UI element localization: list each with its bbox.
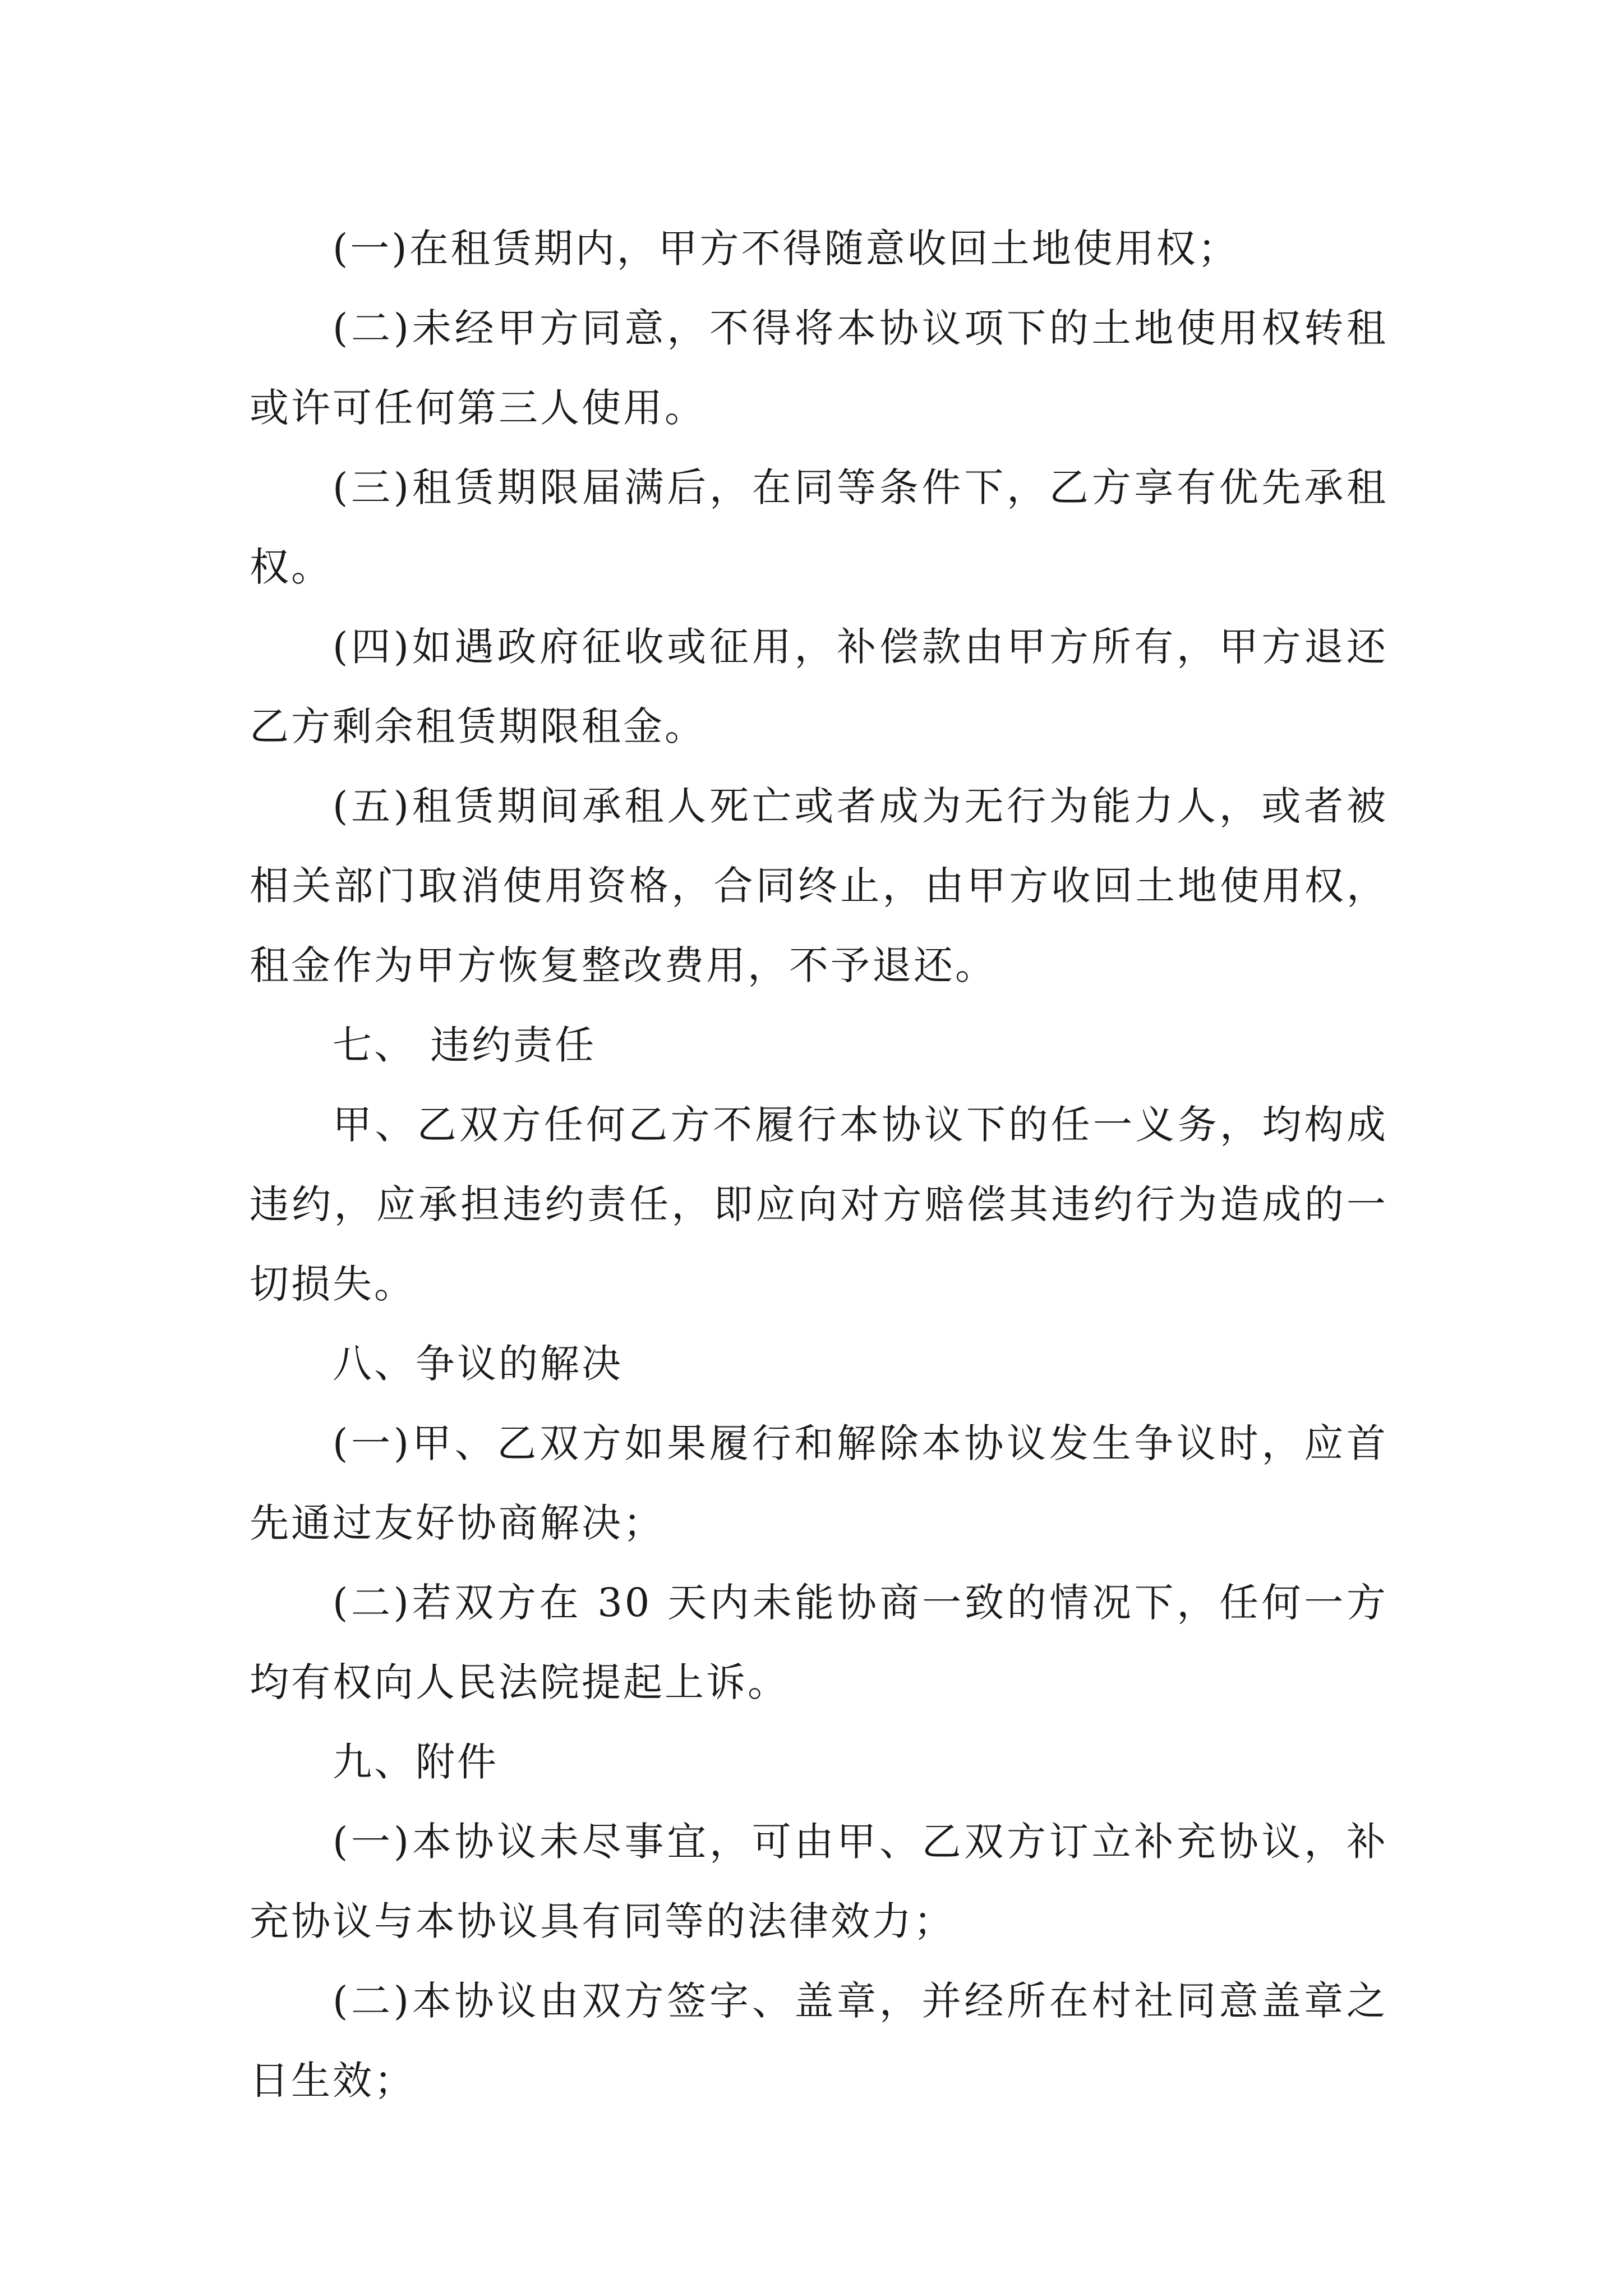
section-heading-dispute-resolution: 八、争议的解决 [333,1341,623,1387]
clause-1-no-early-recovery: (一)在租赁期内，甲方不得随意收回土地使用权； [333,226,1239,272]
breach-liability-text: 甲、乙双方任何乙方不履行本协议下的任一义务，均构成违约，应承担违约责任，即应向对方赔偿其违约行为造成的一切损失。 [250,1102,1388,1307]
dispute-clause-2-litigation: (二)若双方在 30 天内未能协商一致的情况下，任何一方均有权向人民法院提起上诉。 [250,1580,1388,1705]
appendix-clause-1-supplement: (一)本协议未尽事宜，可由甲、乙双方订立补充协议，补充协议与本协议具有同等的法律效力； [250,1819,1388,1944]
dispute-clause-1-negotiation: (一)甲、乙双方如果履行和解除本协议发生争议时，应首先通过友好协商解决； [250,1420,1388,1546]
appendix-clause-2-effective-date: (二)本协议由双方签字、盖章，并经所在村社同意盖章之日生效； [250,1978,1388,2104]
document-body [250,209,1388,2120]
section-heading-appendix: 九、附件 [333,1739,499,1785]
clause-5-contract-termination: (五)租赁期间承租人死亡或者成为无行为能力人，或者被相关部门取消使用资格，合同终止，由甲方收回土地使用权，租金作为甲方恢复整改费用，不予退还。 [250,783,1388,988]
clause-4-government-expropriation: (四)如遇政府征收或征用，补偿款由甲方所有，甲方退还乙方剩余租赁期限租金。 [250,624,1388,749]
clause-2-no-sublease: (二)未经甲方同意，不得将本协议项下的土地使用权转租或许可任何第三人使用。 [250,305,1388,431]
clause-3-priority-renewal: (三)租赁期限届满后，在同等条件下，乙方享有优先承租权。 [250,464,1388,590]
section-heading-breach-liability: 七、 违约责任 [333,1022,597,1068]
